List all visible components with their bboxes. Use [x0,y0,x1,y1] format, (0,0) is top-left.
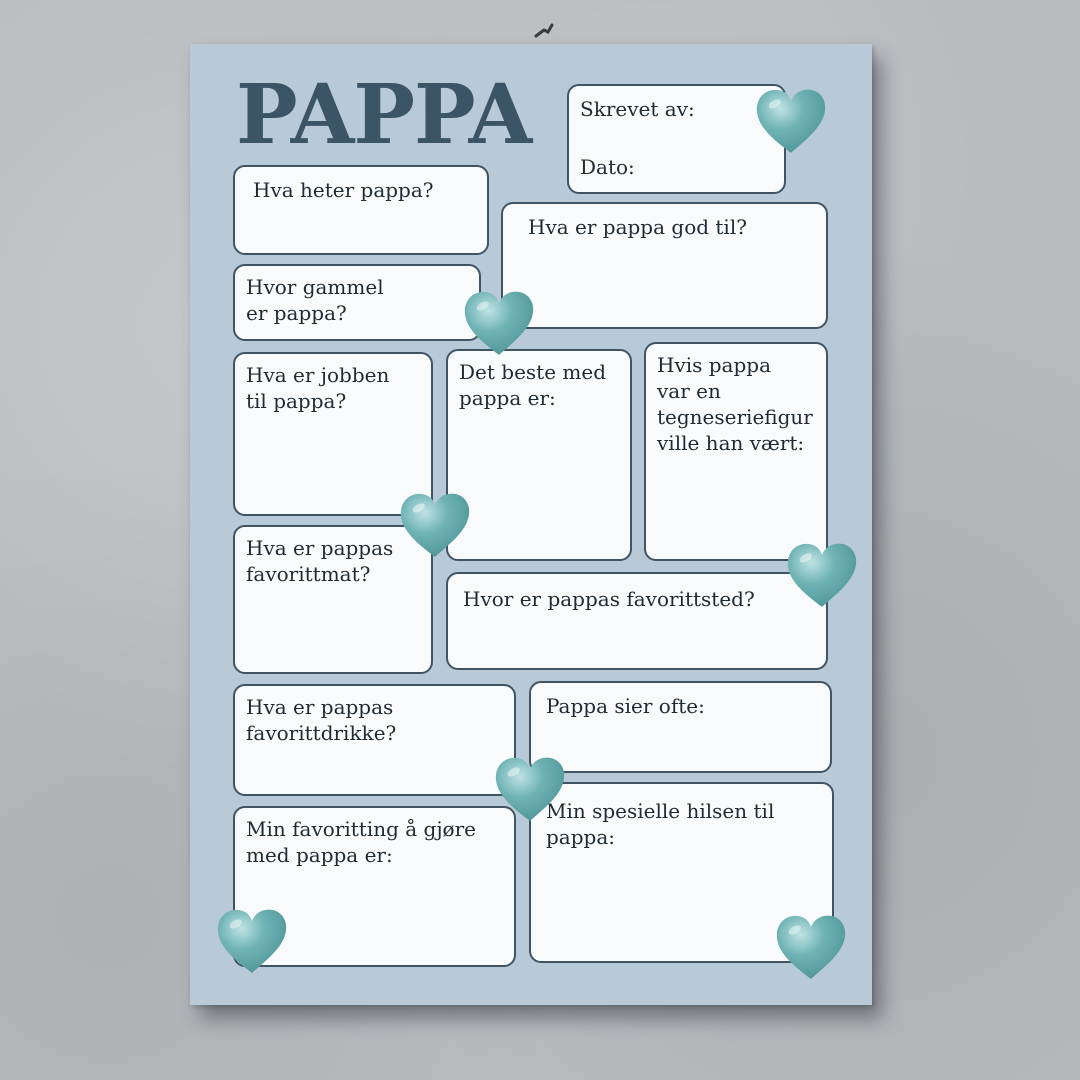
age-question: Hvor gammel er pappa? [246,275,384,325]
favorite-activity-question: Min favoritting å gjøre med pappa er: [246,817,476,867]
best-thing-question: Det beste med pappa er: [459,360,607,410]
heart-icon [462,288,536,358]
heart-icon [774,912,848,982]
heart-icon [493,754,567,824]
cartoon-box[interactable] [644,342,828,561]
job-question: Hva er jobben til pappa? [246,363,390,413]
favorite-food-question: Hva er pappas favorittmat? [246,536,394,586]
cartoon-question: Hvis pappa var en tegneseriefigur ville han vært: [657,353,813,455]
page-title: PAPPA [236,67,532,163]
favorite-place-box[interactable] [446,572,828,670]
good-at-box[interactable] [501,202,828,329]
written-by-label: Skrevet av: [580,97,695,121]
name-question: Hva heter pappa? [253,178,434,202]
greeting-question: Min spesielle hilsen til pappa: [546,799,775,849]
wall-crack-mark [534,22,554,40]
good-at-question: Hva er pappa god til? [528,215,747,239]
best-thing-box[interactable] [446,349,632,561]
poster [190,44,872,1005]
heart-icon [785,540,859,610]
date-label: Dato: [580,155,635,179]
age-box[interactable] [233,264,481,341]
heart-icon [215,906,289,976]
favorite-drink-box[interactable] [233,684,516,796]
says-often-question: Pappa sier ofte: [546,694,705,718]
heart-icon [754,86,828,156]
says-often-box[interactable] [529,681,832,773]
name-box[interactable] [233,165,489,255]
heart-icon [398,490,472,560]
favorite-place-question: Hvor er pappas favorittsted? [463,587,755,611]
favorite-drink-question: Hva er pappas favorittdrikke? [246,695,397,745]
